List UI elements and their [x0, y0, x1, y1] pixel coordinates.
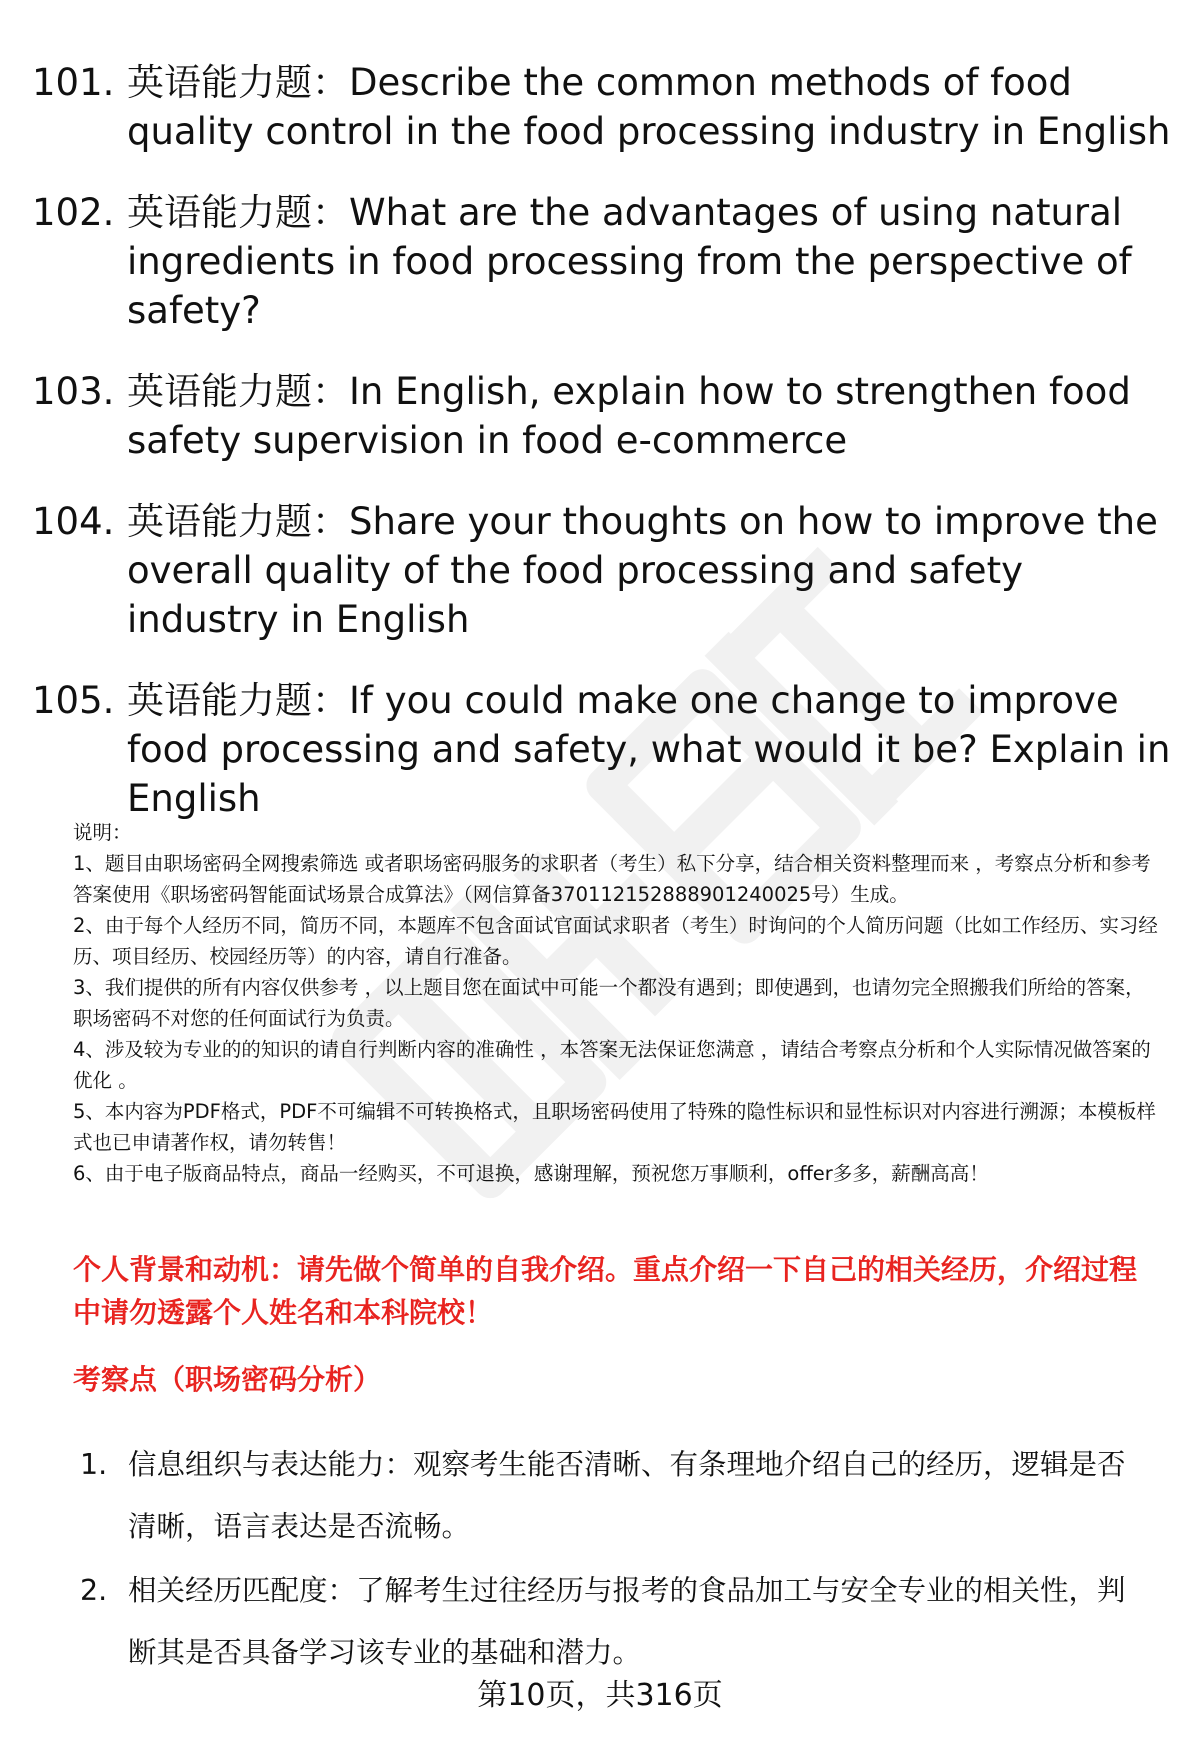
question-text: 英语能力题：What are the advantages of using natural ingredients in food processing from the perspective of safety?: [127, 191, 1132, 332]
question-item: [32, 188, 1172, 335]
note-item: 2、由于每个人经历不同，简历不同，本题库不包含面试官面试求职者（考生）时询问的个人简历问题（比如工作经历、实习经历、项目经历、校园经历等）的内容，请自行准备。: [73, 914, 1158, 968]
question-number: 104.: [32, 500, 115, 543]
question-text: 英语能力题：If you could make one change to improve food processing and safety, what would it be? Explain in English: [127, 679, 1171, 820]
question-text: 英语能力题：Describe the common methods of food quality control in the food processing industry in English: [127, 61, 1171, 153]
question-number: 105.: [32, 679, 115, 722]
section-heading: 个人背景和动机：请先做个简单的自我介绍。重点介绍一下自己的相关经历，介绍过程中请勿透露个人姓名和本科院校！: [73, 1253, 1138, 1329]
question-item: [32, 676, 1172, 823]
point-number: 1.: [80, 1448, 108, 1481]
note-item: 5、本内容为PDF格式，PDF不可编辑不可转换格式，且职场密码使用了特殊的隐性标识和显性标识对内容进行溯源；本模板样式也已申请著作权，请勿转售！: [73, 1100, 1156, 1154]
analysis-heading: 考察点（职场密码分析）: [73, 1363, 382, 1396]
question-item: [32, 58, 1172, 156]
point-text: 相关经历匹配度：了解考生过往经历与报考的食品加工与安全专业的相关性，判断其是否具备学习该专业的基础和潜力。: [128, 1574, 1126, 1669]
question-item: [32, 367, 1172, 465]
question-text: 英语能力题：In English, explain how to strengthen food safety supervision in food e-commerce: [127, 370, 1131, 462]
page-footer: 第10页，共316页: [477, 1678, 723, 1713]
note-item: 4、涉及较为专业的的知识的请自行判断内容的准确性 ，本答案无法保证您满意 ，请结合考察点分析和个人实际情况做答案的优化 。: [73, 1038, 1151, 1092]
analysis-point: [80, 1434, 1150, 1558]
note-item: 6、由于电子版商品特点，商品一经购买，不可退换，感谢理解，预祝您万事顺利，offer多多，薪酬高高！: [73, 1162, 989, 1185]
point-text: 信息组织与表达能力：观察考生能否清晰、有条理地介绍自己的经历，逻辑是否清晰，语言表达是否流畅。: [128, 1448, 1126, 1543]
question-number: 101.: [32, 61, 115, 104]
question-list: [32, 58, 1172, 855]
point-number: 2.: [80, 1574, 108, 1607]
notes-title: 说明：: [73, 821, 132, 844]
question-item: [32, 497, 1172, 644]
analysis-point: [80, 1560, 1150, 1684]
note-item: 3、我们提供的所有内容仅供参考 ，以上题目您在面试中可能一个都没有遇到；即使遇到，也请勿完全照搬我们所给的答案，职场密码不对您的任何面试行为负责。: [73, 976, 1145, 1030]
analysis-points: [80, 1434, 1150, 1686]
note-item: 1、题目由职场密码全网搜索筛选 或者职场密码服务的求职者（考生）私下分享，结合相关资料整理而来 ，考察点分析和参考答案使用《职场密码智能面试场景合成算法》（网信算备370112152888901240025号）生成。: [73, 852, 1151, 906]
question-text: 英语能力题：Share your thoughts on how to improve the overall quality of the food processing and safety industry in English: [127, 500, 1158, 641]
notes-section: [73, 817, 1163, 1189]
question-number: 102.: [32, 191, 115, 234]
question-number: 103.: [32, 370, 115, 413]
